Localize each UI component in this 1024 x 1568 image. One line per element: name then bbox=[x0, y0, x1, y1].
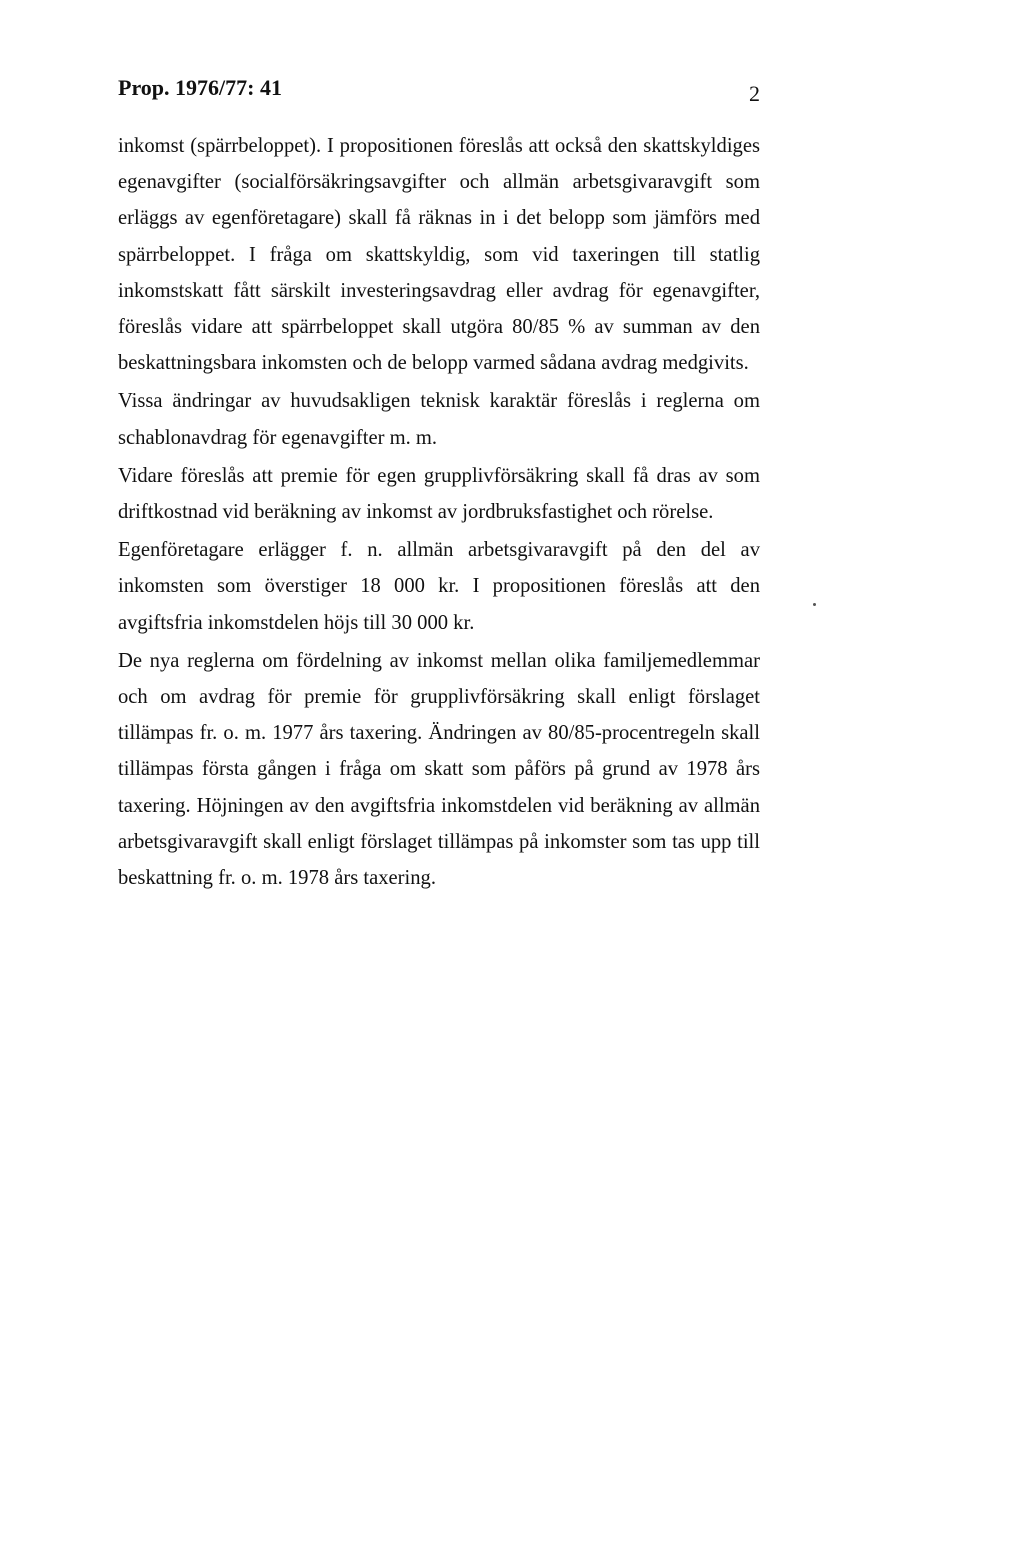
scan-speck bbox=[813, 603, 816, 606]
paragraph-grupplivforsakring: Vidare föreslås att premie för egen grupplivförsäkring skall få dras av som driftkostnad vid beräkning av inkomst av jordbruksfastighet och rörelse. bbox=[118, 464, 760, 524]
paragraph-sparrbelopp: inkomst (spärrbeloppet). I propositionen föreslås att också den skattskyldiges egenavgifter (socialförsäkringsavgifter och allmän arbetsgivaravgift som erläggs av egenföretagare) skall få räknas in i det belopp som jämförs med spärrbeloppet. I fråga om skattskyldig, som vid taxeringen till statlig inkomstskatt fått särskilt investeringsavdrag eller avdrag för egenavgifter, föreslås vidare att spärrbeloppet skall utgöra 80/85 % av summan av den beskattningsbara inkomsten och de belopp varmed sådana avdrag medgivits. bbox=[118, 135, 760, 375]
paragraph-schablonavdrag: Vissa ändringar av huvudsakligen teknisk karaktär föreslås i reglerna om schablonavdrag för egenavgifter m. m. bbox=[118, 390, 760, 449]
page-header bbox=[118, 70, 760, 110]
body-text bbox=[118, 128, 760, 896]
document-reference: Prop. 1976/77: 41 bbox=[118, 75, 282, 100]
page-number: 2 bbox=[749, 81, 760, 106]
paragraph-arbetsgivaravgift: Egenföretagare erlägger f. n. allmän arbetsgivaravgift på den del av inkomsten som överstiger 18 000 kr. I propositionen föreslås att den avgiftsfria inkomstdelen höjs till 30 000 kr. bbox=[118, 539, 760, 634]
paragraph-ikrafttradande: De nya reglerna om fördelning av inkomst mellan olika familjemedlemmar och om avdrag för premie för grupplivförsäkring skall enligt förslaget tillämpas fr. o. m. 1977 års taxering. Ändringen av 80/85-procentregeln skall tillämpas första gången i fråga om skatt som påförs på grund av 1978 års taxering. Höjningen av den avgiftsfria inkomstdelen vid beräkning av allmän arbetsgivaravgift skall enligt förslaget tillämpas på inkomster som tas upp till beskattning fr. o. m. 1978 års taxering. bbox=[118, 649, 760, 890]
